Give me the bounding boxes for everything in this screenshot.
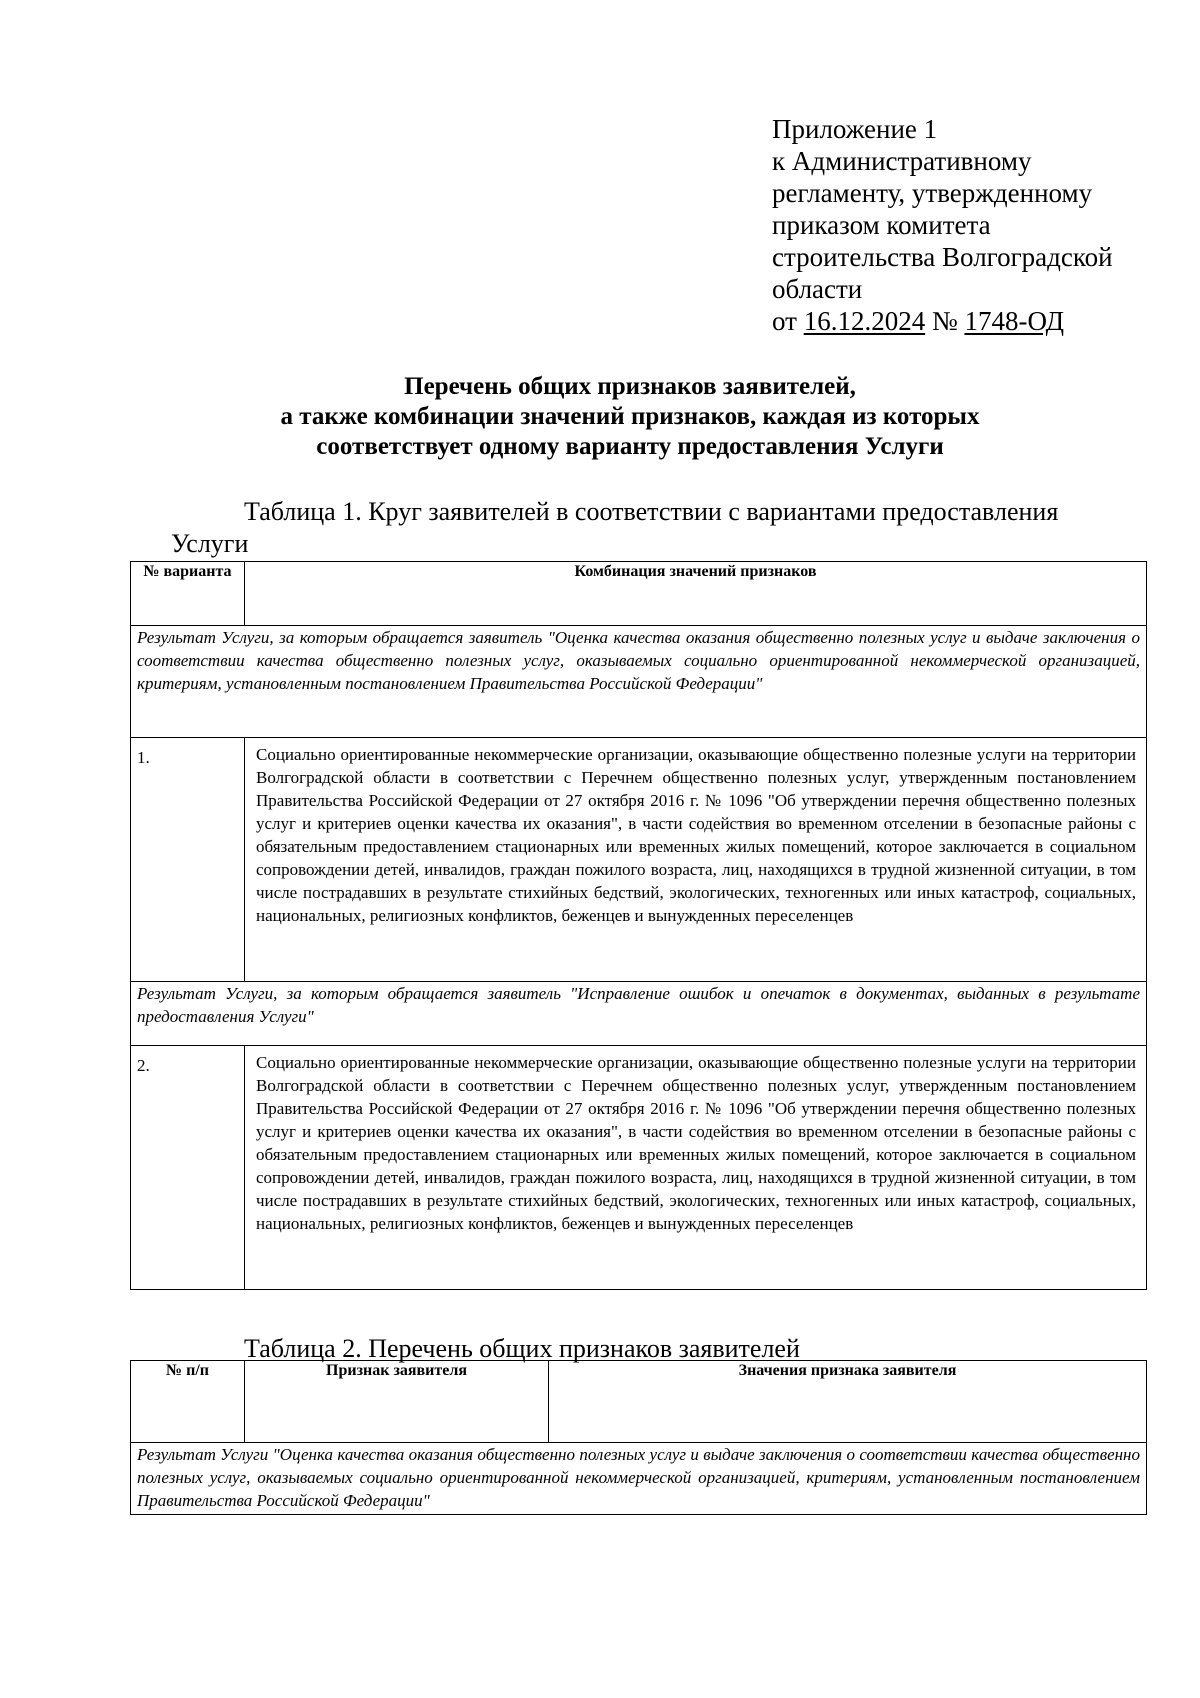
table1-caption-continued: Услуги <box>171 529 249 558</box>
variant-description: Социально ориентированные некоммерческие организации, оказывающие общественно полезные услуги на территории Волгоградской области в соответствии с Перечнем общественно полезных услуг, утвержденным постановлением Правительства Российской Федерации от 27 октября 2016 г. № 1096 "Об утверждении перечня общественно полезных услуг и критериев оценки качества их оказания", в части содействия во временном отселении в безопасные районы с обязательным предоставлением стационарных или временных жилых помещений, которое заключается в социальном сопровождении детей, инвалидов, граждан пожилого возраста, лиц, находящихся в трудной жизненной ситуации, в том числе пострадавших в результате стихийных бедствий, экологических, техногенных или иных катастроф, социальных, национальных, религиозных конфликтов, беженцев и вынужденных переселенцев <box>245 738 1147 982</box>
appendix-line-1: Приложение 1 <box>772 114 938 144</box>
result-text: Результат Услуги, за которым обращается заявитель "Оценка качества оказания общественно полезных услуг и выдаче заключения о соответствии качества общественно полезных услуг, оказываемых социально ориентированной некоммерческой организацией, критериям, установленным постановлением Правительства Российской Федерации" <box>131 626 1147 738</box>
table-row <box>131 1046 1147 1290</box>
result-row <box>131 982 1147 1046</box>
variant-number: 2. <box>131 1046 245 1290</box>
title-line-3: соответствует одному варианту предоставления Услуги <box>316 433 944 460</box>
order-number: 1748-ОД <box>964 306 1065 336</box>
table1-caption: Таблица 1. Круг заявителей в соответствии с вариантами предоставления <box>244 497 1059 526</box>
header-row-number: № п/п <box>131 1361 245 1443</box>
applicants-variants-table <box>130 561 1147 1290</box>
header-variant-number: № варианта <box>131 562 245 626</box>
number-prefix: № <box>931 306 958 336</box>
result-row <box>131 626 1147 738</box>
variant-description: Социально ориентированные некоммерческие организации, оказывающие общественно полезные услуги на территории Волгоградской области в соответствии с Перечнем общественно полезных услуг, утвержденным постановлением Правительства Российской Федерации от 27 октября 2016 г. № 1096 "Об утверждении перечня общественно полезных услуг и критериев оценки качества их оказания", в части содействия во временном отселении в безопасные районы с обязательным предоставлением стационарных или временных жилых помещений, которое заключается в социальном сопровождении детей, инвалидов, граждан пожилого возраста, лиц, находящихся в трудной жизненной ситуации, в том числе пострадавших в результате стихийных бедствий, экологических, техногенных или иных катастроф, социальных, национальных, религиозных конфликтов, беженцев и вынужденных переселенцев <box>245 1046 1147 1290</box>
title-line-2: а также комбинации значений признаков, каждая из которых <box>280 403 980 430</box>
result-text: Результат Услуги, за которым обращается заявитель "Исправление ошибок и опечаток в документах, выданных в результате предоставления Услуги" <box>131 982 1147 1046</box>
document-title <box>130 372 1130 462</box>
appendix-line-2: к Административному <box>772 146 1032 176</box>
appendix-line-6: области <box>772 274 863 304</box>
appendix-date-line <box>772 305 1172 337</box>
title-line-1: Перечень общих признаков заявителей, <box>404 373 856 400</box>
date-prefix: от <box>772 306 797 336</box>
header-attribute-values: Значения признака заявителя <box>549 1361 1147 1443</box>
applicant-attributes-table <box>130 1360 1147 1515</box>
appendix-line-4: приказом комитета <box>772 210 991 240</box>
table-row <box>131 738 1147 982</box>
order-date: 16.12.2024 <box>803 306 926 336</box>
header-attribute: Признак заявителя <box>245 1361 549 1443</box>
appendix-block <box>772 113 1172 337</box>
header-combination: Комбинация значений признаков <box>245 562 1147 626</box>
variant-number: 1. <box>131 738 245 982</box>
table-header-row <box>131 562 1147 626</box>
table-header-row <box>131 1361 1147 1443</box>
appendix-line-5: строительства Волгоградской <box>772 242 1113 272</box>
table2-caption: Таблица 2. Перечень общих признаков заявителей <box>244 1334 800 1363</box>
result-text: Результат Услуги "Оценка качества оказания общественно полезных услуг и выдаче заключения о соответствии качества общественно полезных услуг, оказываемых социально ориентированной некоммерческой организацией, критериям, установленным постановлением Правительства Российской Федерации" <box>131 1443 1147 1515</box>
appendix-line-3: регламенту, утвержденному <box>772 178 1093 208</box>
result-row <box>131 1443 1147 1515</box>
